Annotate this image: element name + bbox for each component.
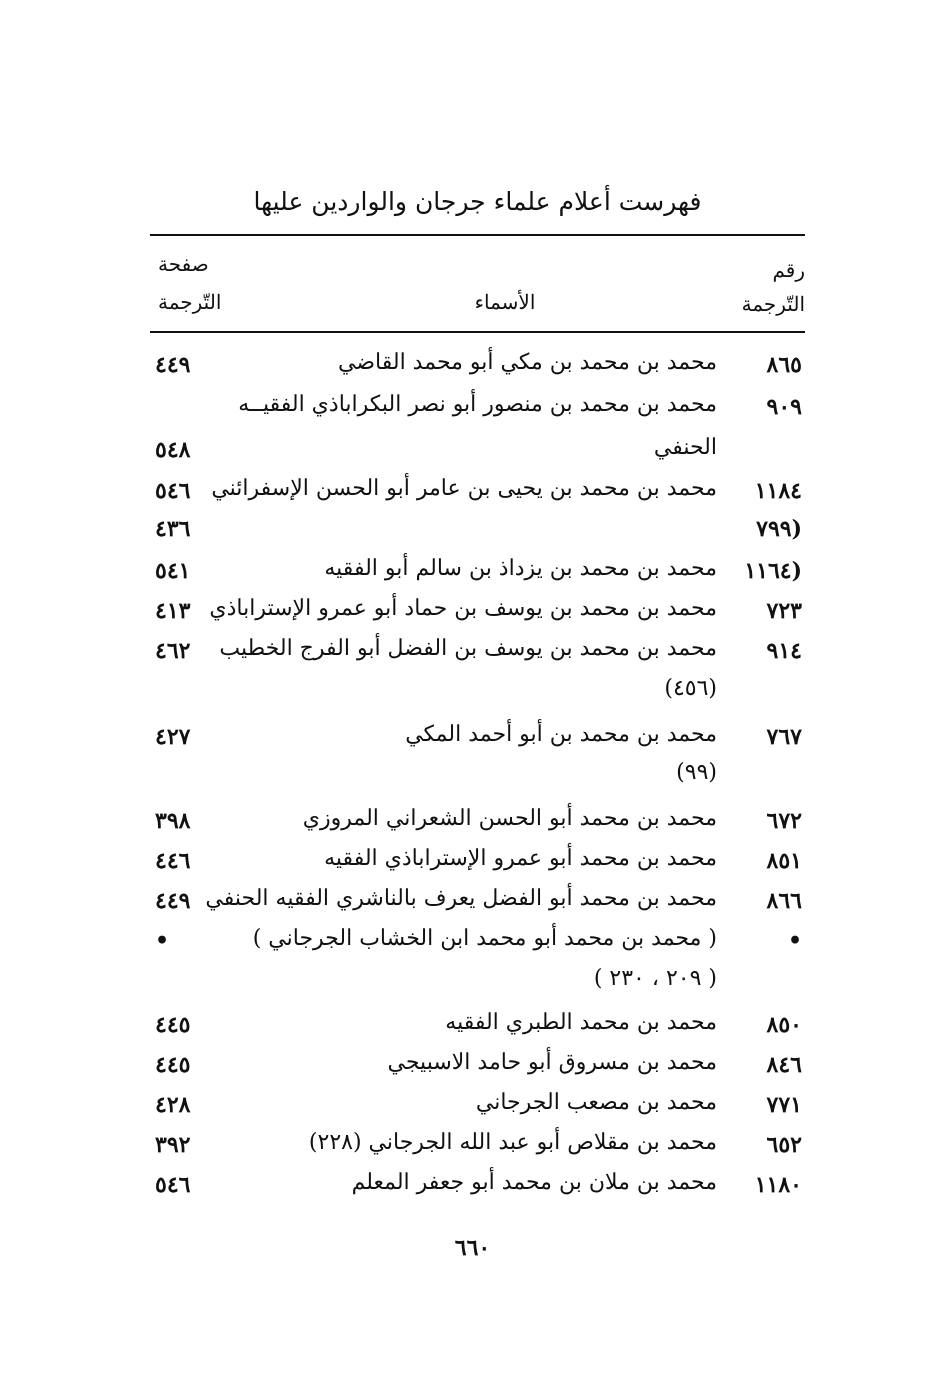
header-top-rule (150, 234, 805, 236)
entry-number: ٨٥٠ (766, 1012, 802, 1038)
entry-name: محمد بن محمد بن أبو أحمد المكي (405, 722, 717, 747)
page-ref: ٤٤٥ (155, 1012, 191, 1038)
entry-name: الحنفي (653, 435, 717, 460)
entry-name: (٩٩) (676, 760, 717, 785)
page-ref: ٤٦٢ (155, 638, 191, 664)
header-page-line2: التّرجمة (158, 290, 222, 314)
page-ref: ٤٤٥ (155, 1052, 191, 1078)
entry-name: محمد بن محمد الطبري الفقيه (445, 1010, 717, 1035)
page-ref: ٣٩٢ (155, 1132, 191, 1158)
page-ref: ٤١٣ (155, 598, 191, 624)
entry-name: (٤٥٦) (664, 676, 717, 701)
entry-name: محمد بن محمد بن يحيى بن عامر أبو الحسن الإسفرائني (211, 476, 717, 501)
entry-number: ٨٦٥ (766, 352, 802, 378)
entry-number: • (787, 928, 802, 954)
entry-number: (٧٩٩ (756, 516, 802, 542)
page-ref: ٤٢٧ (155, 724, 191, 750)
entry-name: محمد بن محمد أبو عمرو الإستراباذي الفقيه (324, 846, 717, 871)
entry-name: محمد بن مقلاص أبو عبد الله الجرجاني (٢٢٨) (308, 1130, 717, 1155)
entry-number: (١١٦٤ (744, 558, 802, 584)
header-entry-number-line2: التّرجمة (741, 292, 805, 316)
entry-number: ٦٥٢ (766, 1132, 802, 1158)
entry-name: محمد بن محمد أبو الحسن الشعراني المروزي (302, 806, 717, 831)
entry-name: محمد بن محمد بن يزداذ بن سالم أبو الفقيه (324, 556, 717, 581)
entry-number: ٦٧٢ (766, 808, 802, 834)
entry-name: محمد بن مسروق أبو حامد الاسبيجي (387, 1050, 717, 1075)
entry-number: ١١٨٠ (754, 1172, 802, 1198)
page-ref: ٤٤٩ (155, 352, 191, 378)
page-ref: ٥٤٦ (155, 1172, 191, 1198)
entry-number: ٧٦٧ (766, 724, 802, 750)
entry-name: محمد بن محمد بن يوسف بن حماد أبو عمرو الإستراباذي (209, 596, 717, 621)
entry-number: ٨٤٦ (766, 1052, 802, 1078)
entry-number: ٩١٤ (766, 638, 802, 664)
header-entry-number-line1: رقم (772, 258, 805, 282)
page-ref: ٥٤١ (155, 558, 191, 584)
entry-number: ٧٢٣ (766, 598, 802, 624)
entry-name: محمد بن مصعب الجرجاني (475, 1090, 717, 1115)
entry-number: ٨٦٦ (766, 888, 802, 914)
entry-name: محمد بن محمد بن منصور أبو نصر البكراباذي الفقيــه (238, 392, 717, 417)
page-ref: ٣٩٨ (155, 808, 191, 834)
page-ref: ٤٣٦ (155, 516, 191, 542)
page-ref: ٤٤٩ (155, 888, 191, 914)
page-number: ٦٦٠ (454, 1235, 491, 1261)
entry-name: محمد بن محمد أبو الفضل يعرف بالناشري الفقيه الحنفي (205, 886, 717, 911)
page-ref: ٥٤٨ (155, 437, 191, 463)
entry-name: ( ٢٠٩ ، ٢٣٠ ) (593, 966, 717, 991)
page-ref: ٥٤٦ (155, 478, 191, 504)
page-ref: ٤٤٦ (155, 848, 191, 874)
entry-name: محمد بن ملان بن محمد أبو جعفر المعلم (351, 1170, 717, 1195)
page-ref: ٤٢٨ (155, 1092, 191, 1118)
entry-number: ٧٧١ (766, 1092, 802, 1118)
entry-name: ( محمد بن محمد أبو محمد ابن الخشاب الجرجاني ) (252, 926, 717, 951)
entry-number: ١١٨٤ (754, 478, 802, 504)
entry-name: محمد بن محمد بن يوسف بن الفضل أبو الفرج الخطيب (219, 636, 717, 661)
entry-number: ٩٠٩ (766, 394, 802, 420)
header-bottom-rule (150, 331, 805, 333)
entry-number: ٨٥١ (766, 848, 802, 874)
header-page-line1: صفحة (158, 252, 209, 276)
entry-name: محمد بن محمد بن مكي أبو محمد القاضي (338, 350, 717, 375)
page-ref: • (155, 928, 170, 954)
page-title: فهرست أعلام علماء جرجان والواردين عليها (253, 187, 702, 216)
header-names: الأسماء (474, 290, 536, 314)
